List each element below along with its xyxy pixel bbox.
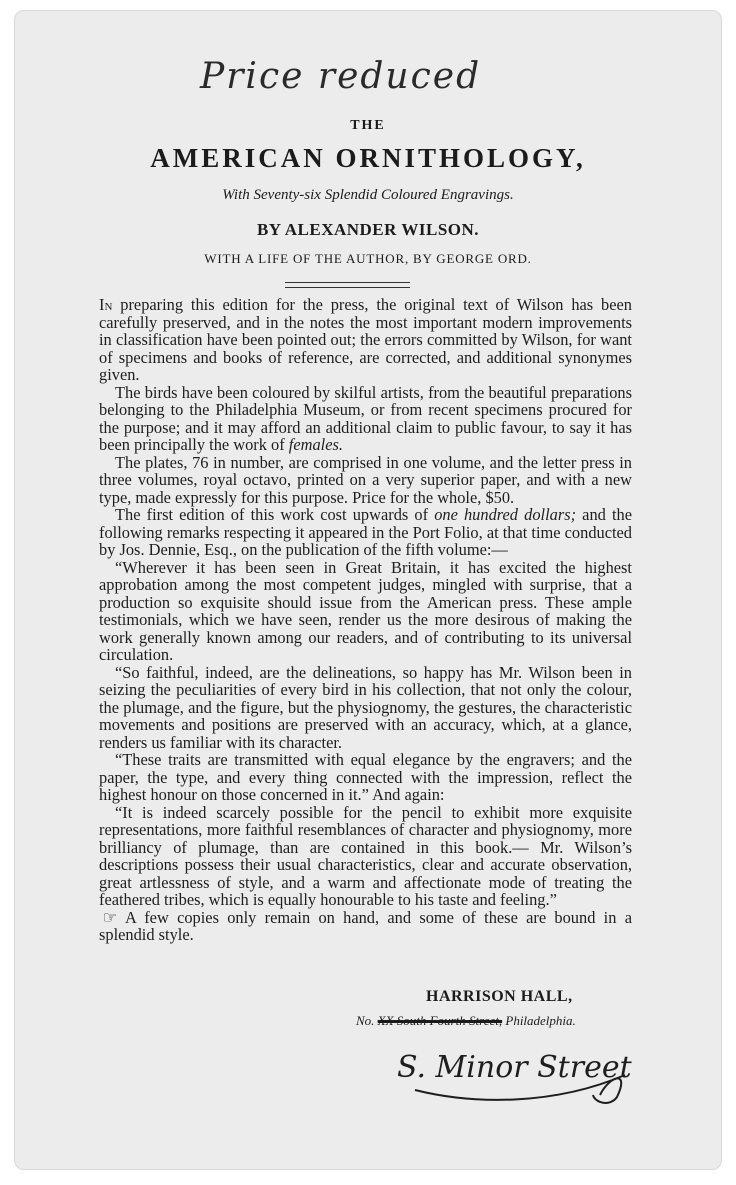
- paragraph-1-text: preparing this edition for the press, the original text of Wilson has been carefully preserved, and in the notes the most important modern improvements in classification have been pointed out; the errors committed by Wilson, for want of specimens and books of reference, are corrected, and additional synonymes given.: [99, 295, 632, 384]
- paragraph-4: [99, 506, 632, 559]
- quote-3-text: “These traits are transmitted with equal elegance by the engravers; and the paper, the type, and every thing connected with the impression, reflect the highest honour on those concerned in it.” And again:: [99, 750, 632, 804]
- signature-text: S. Minor Street: [397, 1050, 632, 1085]
- address-prefix: No.: [356, 1013, 378, 1028]
- address-city: Philadelphia.: [502, 1013, 576, 1028]
- address-struck-street: XX South Fourth Street,: [377, 1013, 503, 1028]
- paragraph-2: [99, 384, 632, 454]
- paragraph-4-text: The first edition of this work cost upwards of: [115, 505, 435, 524]
- title-article: THE: [350, 118, 386, 133]
- paragraph-1: [99, 296, 632, 384]
- paragraph-4-text-b: and the following remarks respecting it appeared in the Port Folio, at that time conducted by Jos. Dennie, Esq., on the publication of the fifth volume:—: [99, 505, 633, 559]
- handwritten-signature: [395, 1035, 635, 1115]
- page-title: AMERICAN ORNITHOLOGY,: [150, 143, 586, 173]
- closing-paragraph: [99, 909, 632, 944]
- author-line: BY ALEXANDER WILSON.: [256, 220, 480, 239]
- paragraph-3-text: The plates, 76 in number, are comprised in one volume, and the letter press in three volumes, royal octavo, printed on a very superior paper, and with a new type, made expressly for this purpose. Price for the whole, $50.: [99, 452, 632, 507]
- quote-2-text: “So faithful, indeed, are the delineations, so happy has Mr. Wilson been in seizing the peculiarities of every bird in his collection, that not only the colour, the plumage, and the figure, but the physiognomy, the gestures, the characteristic movements and positions are preserved with an accuracy, which, at a glance, renders us familiar with its character.: [99, 662, 632, 752]
- paragraph-2-emphasis: females.: [288, 435, 343, 454]
- handwritten-note: [195, 30, 485, 110]
- handwritten-note-text: Price reduced: [200, 56, 482, 97]
- publisher-address: [14, 1013, 736, 1029]
- paragraph-3: [99, 454, 632, 507]
- paragraph-2-text: The birds have been coloured by skilful artists, from the beautiful preparations belonging to the Philadelphia Museum, or from recent specimens procured for the purpose; and it may afford an additional claim to public favour, to say it has been principally the work of: [99, 382, 632, 454]
- body-text: [99, 296, 632, 944]
- quote-1-text: “Wherever it has been seen in Great Britain, it has excited the highest approbation among the most competent judges, mingled with surprise, that a production so exquisite should issue from the American press. These ample testimonials, which we have seen, render us the more desirous of making the work generally known among our readers, and of contributing to its universal circulation.: [99, 557, 632, 664]
- subtitle: With Seventy-six Splendid Coloured Engravings.: [222, 187, 514, 203]
- double-rule-divider: [285, 282, 410, 288]
- paragraph-dropcap: In: [99, 295, 113, 314]
- quote-4-text: “It is indeed scarcely possible for the pencil to exhibit more exquisite representations, more faithful resemblances of character and physiognomy, more brilliancy of plumage, than are contained in this book.— Mr. Wilson’s descriptions possess their usual characteristics, clear and accurate observation, great artlessness of style, and a warm and affectionate mode of treating the feathered tribes, which is equally honourable to his taste and feeling.”: [99, 802, 632, 909]
- life-line: WITH A LIFE OF THE AUTHOR, BY GEORGE ORD.: [204, 251, 532, 266]
- publisher-name: HARRISON HALL,: [426, 988, 573, 1005]
- quote-2: [99, 664, 632, 752]
- pointing-hand-icon: ☞: [102, 907, 118, 927]
- quote-4: [99, 804, 632, 909]
- paragraph-4-emphasis: one hundred dollars;: [434, 505, 577, 524]
- quote-3: [99, 751, 632, 804]
- closing-text: A few copies only remain on hand, and some of these are bound in a splendid style.: [99, 907, 632, 944]
- quote-1: [99, 559, 632, 664]
